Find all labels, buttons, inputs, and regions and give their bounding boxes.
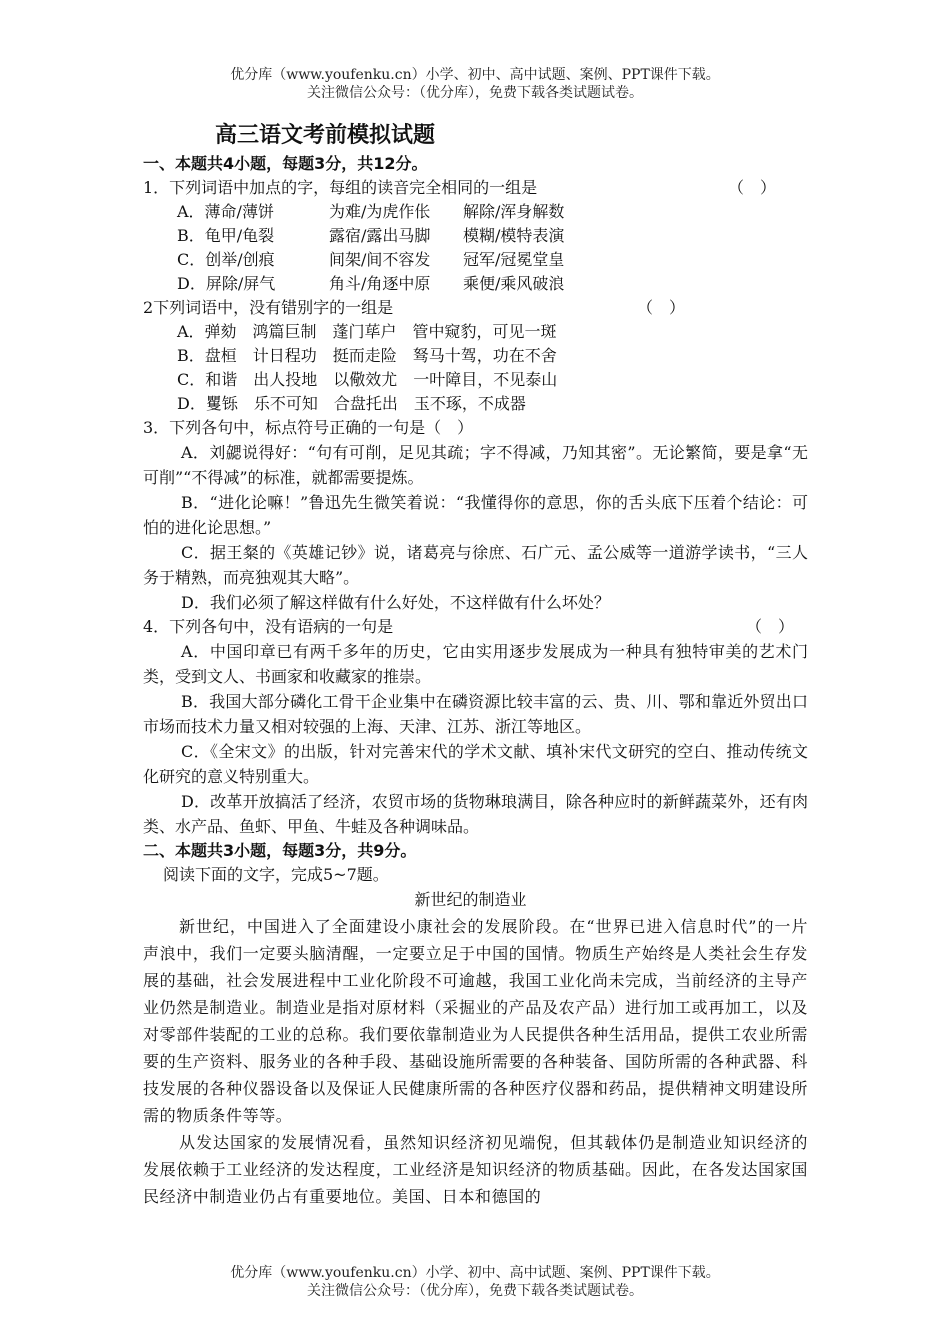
- option-d-group-3: 乘便/乘风破浪: [463, 274, 565, 293]
- article-title: 新世纪的制造业: [414, 890, 527, 909]
- question-4-answer-paren: （ ）: [746, 617, 795, 636]
- question-1-option-b: [143, 224, 808, 248]
- question-1-answer-paren: （ ）: [728, 178, 777, 197]
- option-c-group-3: 冠军/冠冕堂皇: [463, 250, 565, 269]
- option-b-group-1: B．龟甲/龟裂: [177, 226, 275, 245]
- header-line-1: 优分库（www.youfenku.cn）小学、初中、高中试题、案例、PPT课件下载。: [230, 67, 720, 83]
- reading-instruction: 阅读下面的文字，完成5~7题。: [163, 865, 389, 884]
- question-1: [143, 176, 808, 200]
- question-4-stem: 4．下列各句中，没有语病的一句是: [143, 617, 394, 636]
- option-c-group-2: 间架/间不容发: [329, 250, 431, 269]
- question-2-option-a: A．弹劾 鸿篇巨制 蓬门荜户 管中窥豹，可见一斑: [177, 322, 557, 341]
- question-4: [143, 615, 808, 639]
- option-d-group-1: D．屏除/屏气: [177, 274, 276, 293]
- header-line-2: 关注微信公众号：（优分库），免费下载各类试题试卷。: [307, 85, 643, 101]
- question-2-option-b: B．盘桓 计日程功 挺而走险 驽马十驾，功在不舍: [177, 346, 557, 365]
- question-4-option-d: D．改革开放搞活了经济，农贸市场的货物琳琅满目，除各种应时的新鲜蔬菜外，还有肉类、水产品、鱼虾、甲鱼、牛蛙及各种调味品。: [143, 792, 808, 836]
- option-a-group-1: A．薄命/薄饼: [177, 202, 274, 221]
- question-1-option-d: [143, 272, 808, 296]
- question-1-stem: 1．下列词语中加点的字，每组的读音完全相同的一组是: [143, 178, 538, 197]
- question-2-answer-paren: （ ）: [637, 298, 686, 317]
- question-2-option-c: C．和谐 出人投地 以儆效尤 一叶障目，不见泰山: [177, 370, 558, 389]
- question-3-option-b: B．“进化论嘛！”鲁迅先生微笑着说：“我懂得你的意思，你的舌头底下压着个结论：可怕的进化论思想。”: [143, 493, 808, 537]
- option-b-group-3: 模糊/模特表演: [463, 226, 565, 245]
- section-1-heading: 一、本题共4小题，每题3分，共12分。: [143, 154, 428, 173]
- page-header: [0, 66, 950, 102]
- article-paragraph-1: 新世纪，中国进入了全面建设小康社会的发展阶段。在“世界已进入信息时代”的一片声浪中，我们一定要头脑清醒，一定要立足于中国的国情。物质生产始终是人类社会生存发展的基础，社会发展进程中工业化阶段不可逾越，我国工业化尚未完成，当前经济的主导产业仍然是制造业。制造业是指对原材料（采掘业的产品及农产品）进行加工或再加工，以及对零部件装配的工业的总称。我们要依靠制造业为人民提供各种生活用品，提供工农业所需要的生产资料、服务业的各种手段、基础设施所需要的各种装备、国防所需的各种武器、科技发展的各种仪器设备以及保证人民健康所需的各种医疗仪器和药品，提供精神文明建设所需的物质条件等等。: [143, 917, 808, 1125]
- question-1-option-a: [143, 200, 808, 224]
- question-2-option-d: D．矍铄 乐不可知 合盘托出 玉不琢，不成器: [177, 394, 526, 413]
- question-3-stem: 3．下列各句中，标点符号正确的一句是（ ）: [143, 418, 474, 437]
- option-a-group-3: 解除/浑身解数: [463, 202, 565, 221]
- question-1-option-c: [143, 248, 808, 272]
- question-2: [143, 296, 808, 320]
- option-b-group-2: 露宿/露出马脚: [329, 226, 431, 245]
- question-2-stem: 2下列词语中，没有错别字的一组是: [143, 298, 394, 317]
- question-4-option-b: B．我国大部分磷化工骨干企业集中在磷资源比较丰富的云、贵、川、鄂和靠近外贸出口市场而技术力量又相对较强的上海、天津、江苏、浙江等地区。: [143, 692, 808, 736]
- section-2-heading: 二、本题共3小题，每题3分，共9分。: [143, 841, 417, 860]
- option-c-group-1: C．创举/创痕: [177, 250, 275, 269]
- footer-line-2: 关注微信公众号：（优分库），免费下载各类试题试卷。: [307, 1283, 643, 1299]
- exam-title: 高三语文考前模拟试题: [215, 122, 436, 148]
- article-paragraph-2: 从发达国家的发展情况看，虽然知识经济初见端倪，但其载体仍是制造业知识经济的发展依赖于工业经济的发达程度，工业经济是知识经济的物质基础。因此，在各发达国家国民经济中制造业仍占有重要地位。美国、日本和德国的: [143, 1133, 808, 1206]
- question-3-option-a: A．刘勰说得好：“句有可削，足见其疏；字不得减，乃知其密”。无论繁简，要是拿“无可削”“不得减”的标准，就都需要提炼。: [143, 443, 808, 487]
- option-a-group-2: 为难/为虎作伥: [329, 202, 431, 221]
- page-footer: [0, 1264, 950, 1300]
- question-3-option-c: C．据王粲的《英雄记钞》说，诸葛亮与徐庶、石广元、孟公威等一道游学读书，“三人务于精熟，而亮独观其大略”。: [143, 543, 808, 587]
- option-d-group-2: 角斗/角逐中原: [329, 274, 431, 293]
- footer-line-1: 优分库（www.youfenku.cn）小学、初中、高中试题、案例、PPT课件下载。: [230, 1265, 720, 1281]
- question-3-option-d: D．我们必须了解这样做有什么好处，不这样做有什么坏处？: [181, 593, 610, 612]
- question-4-option-c: C．《全宋文》的出版，针对完善宋代的学术文献、填补宋代文研究的空白、推动传统文化研究的意义特别重大。: [143, 742, 808, 786]
- question-4-option-a: A．中国印章已有两千多年的历史，它由实用逐步发展成为一种具有独特审美的艺术门类，受到文人、书画家和收藏家的推崇。: [143, 642, 808, 686]
- exam-page: [143, 118, 808, 1210]
